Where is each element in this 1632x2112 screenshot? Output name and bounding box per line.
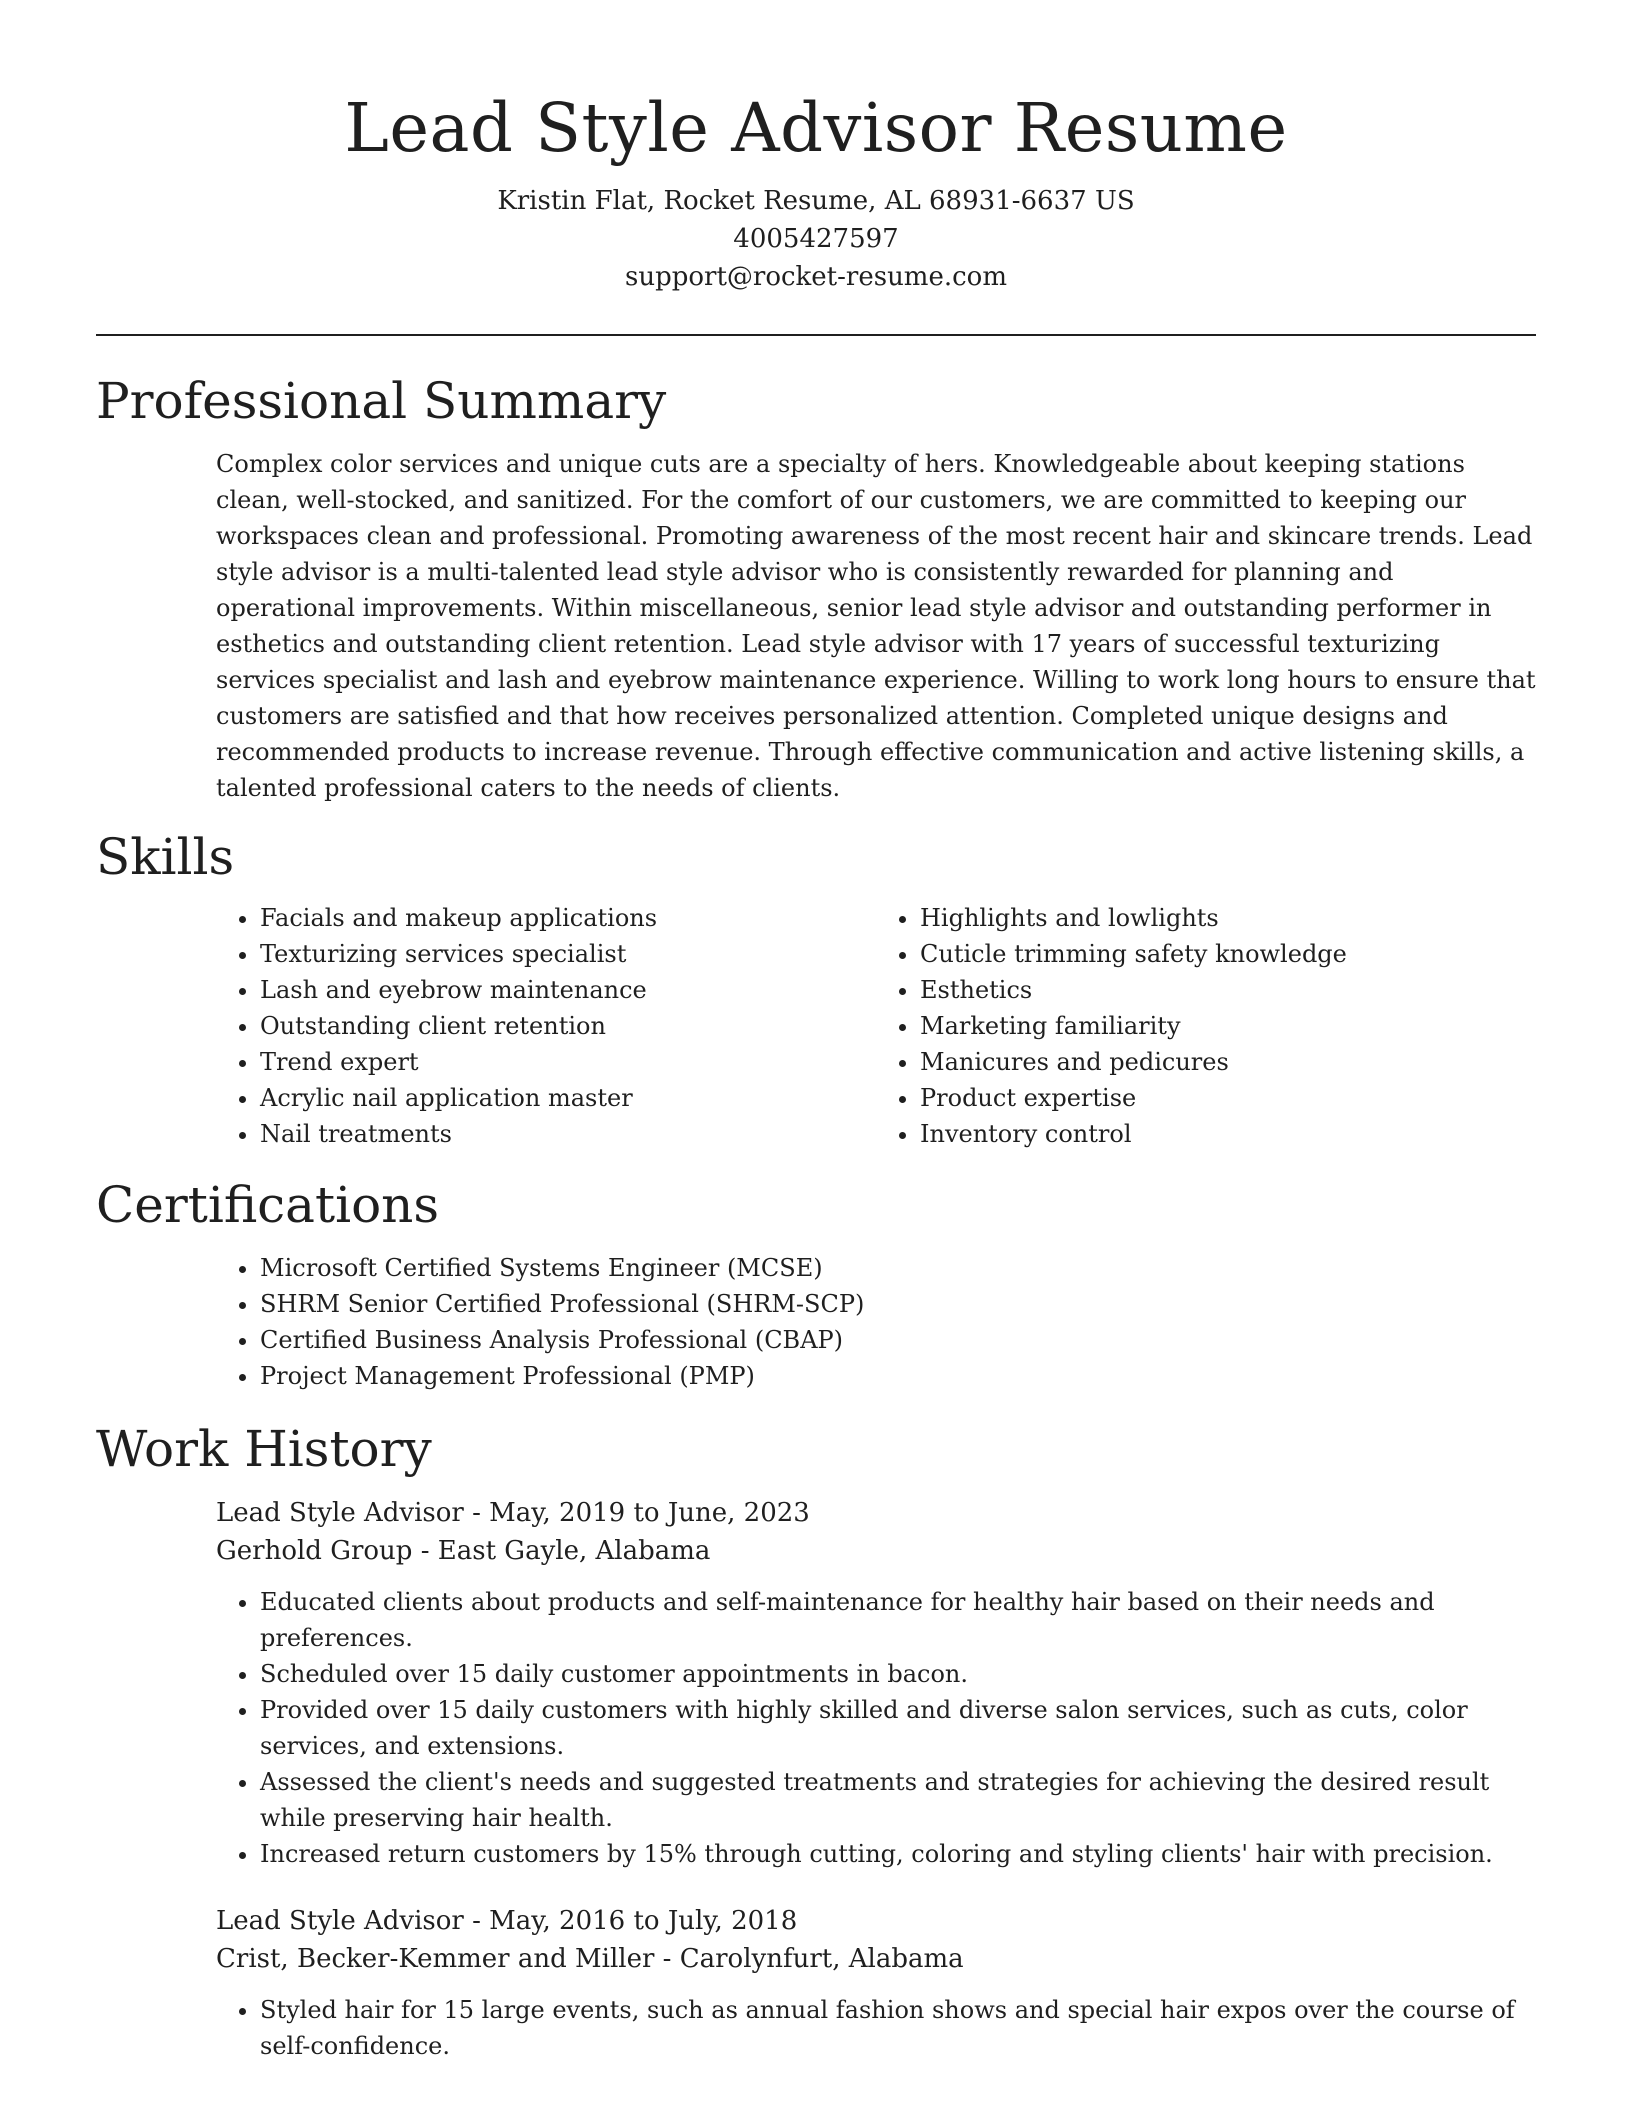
work-history-section: [96, 1418, 1536, 2064]
contact-email: support@rocket-resume.com: [624, 262, 1007, 292]
job-title-line: Lead Style Advisor - May, 2016 to July, 2018: [216, 1906, 798, 1936]
skills-heading: Skills: [96, 828, 235, 886]
header-divider: [96, 334, 1536, 336]
job-bullet: • Styled hair for 15 large events, such as annual fashion shows and special hair expos over the course of self-confidence.: [260, 1992, 1536, 2064]
job-bullet: • Provided over 15 daily customers with highly skilled and diverse salon services, such as cuts, color services, and extensions.: [260, 1692, 1536, 1764]
skill-item: • Esthetics: [920, 972, 1536, 1008]
job-title-line: Lead Style Advisor - May, 2019 to June, 2023: [216, 1498, 810, 1528]
work-history-heading: Work History: [96, 1420, 432, 1478]
resume-title: Lead Style Advisor Resume: [344, 89, 1288, 167]
skill-item: • Inventory control: [920, 1116, 1536, 1152]
skill-item: • Cuticle trimming safety knowledge: [920, 936, 1536, 972]
certification-item: • Certified Business Analysis Professional (CBAP): [260, 1322, 1536, 1358]
certifications-list: [216, 1250, 1536, 1394]
job-bullet: • Scheduled over 15 daily customer appointments in bacon.: [260, 1656, 1536, 1692]
certification-item: • SHRM Senior Certified Professional (SHRM-SCP): [260, 1286, 1536, 1322]
skills-section: [96, 826, 1536, 1152]
contact-address: Kristin Flat, Rocket Resume, AL 68931-6637 US: [497, 186, 1135, 216]
skill-item: • Lash and eyebrow maintenance: [260, 972, 876, 1008]
skills-grid: [216, 900, 1536, 1152]
certification-item: • Microsoft Certified Systems Engineer (MCSE): [260, 1250, 1536, 1286]
skill-item: • Highlights and lowlights: [920, 900, 1536, 936]
job-bullet: • Increased return customers by 15% through cutting, coloring and styling clients' hair with precision.: [260, 1836, 1536, 1872]
resume-page: [96, 0, 1536, 2064]
skill-item: • Product expertise: [920, 1080, 1536, 1116]
certifications-heading: Certifications: [96, 1176, 440, 1234]
skill-item: • Marketing familiarity: [920, 1008, 1536, 1044]
skills-list-right: [876, 900, 1536, 1152]
skill-item: • Manicures and pedicures: [920, 1044, 1536, 1080]
job-entry: [216, 1902, 1536, 2064]
skill-item: • Outstanding client retention: [260, 1008, 876, 1044]
job-company-line: Gerhold Group - East Gayle, Alabama: [216, 1536, 711, 1566]
job-bullet: • Educated clients about products and self-maintenance for healthy hair based on their needs and preferences.: [260, 1584, 1536, 1656]
contact-block: [96, 182, 1536, 296]
skill-item: • Acrylic nail application master: [260, 1080, 876, 1116]
summary-section: [96, 370, 1536, 806]
job-bullet: • Assessed the client's needs and suggested treatments and strategies for achieving the desired result while preserving hair health.: [260, 1764, 1536, 1836]
job-bullets: [216, 1992, 1536, 2064]
job-entry: [216, 1494, 1536, 1872]
skill-item: • Texturizing services specialist: [260, 936, 876, 972]
summary-heading: Professional Summary: [96, 372, 667, 430]
contact-phone: 4005427597: [733, 224, 899, 254]
summary-text: Complex color services and unique cuts are a specialty of hers. Knowledgeable about keeping stations clean, well-stocked, and sanitized. For the comfort of our customers, we are committed to keeping our workspaces clean and professional. Promoting awareness of the most recent hair and skincare trends. Lead style advisor is a multi-talented lead style advisor who is consistently rewarded for planning and operational improvements. Within miscellaneous, senior lead style advisor and outstanding performer in esthetics and outstanding client retention. Lead style advisor with 17 years of successful texturizing services specialist and lash and eyebrow maintenance experience. Willing to work long hours to ensure that customers are satisfied and that how receives personalized attention. Completed unique designs and recommended products to increase revenue. Through effective communication and active listening skills, a talented professional caters to the needs of clients.: [216, 450, 1536, 802]
skill-item: • Trend expert: [260, 1044, 876, 1080]
job-company-line: Crist, Becker-Kemmer and Miller - Carolynfurt, Alabama: [216, 1944, 964, 1974]
certifications-section: [96, 1174, 1536, 1394]
skills-list-left: [216, 900, 876, 1152]
certification-item: • Project Management Professional (PMP): [260, 1358, 1536, 1394]
job-bullets: [216, 1584, 1536, 1872]
skill-item: • Nail treatments: [260, 1116, 876, 1152]
skill-item: • Facials and makeup applications: [260, 900, 876, 936]
